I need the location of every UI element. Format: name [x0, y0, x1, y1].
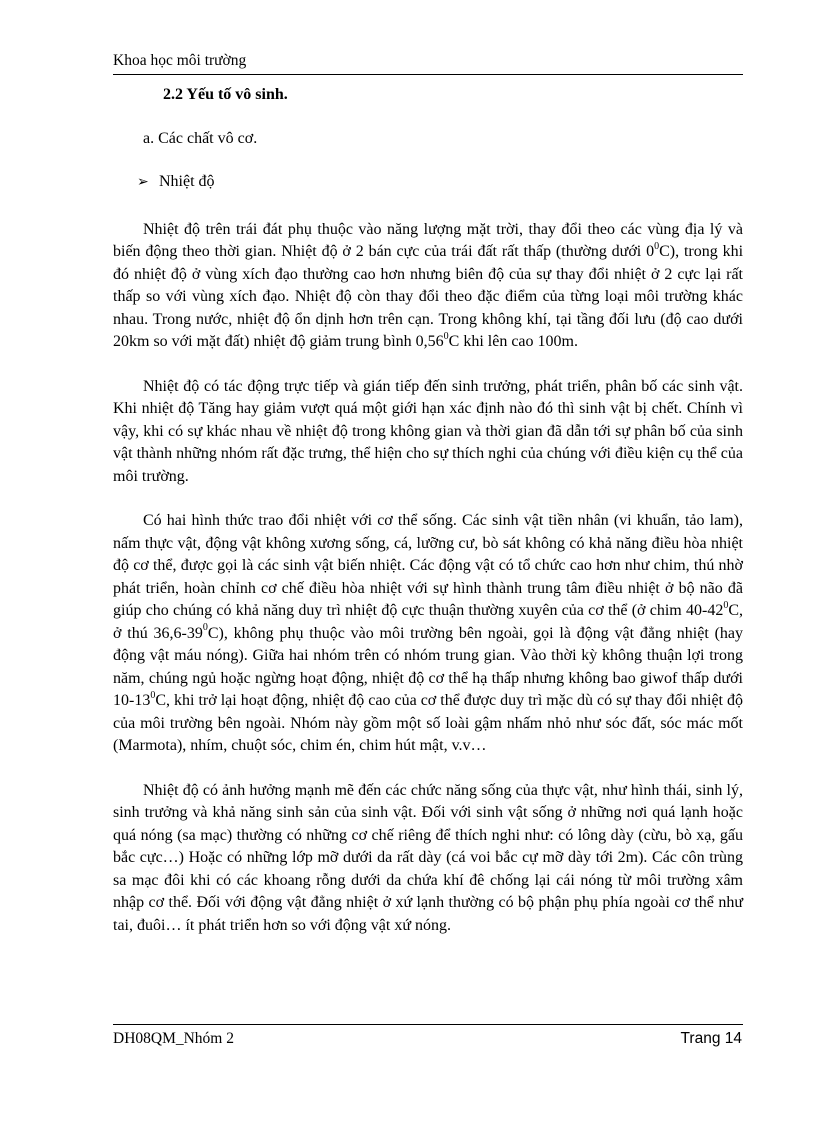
paragraph-3-text-d: C, khi trở lại hoạt động, nhiệt độ cao của cơ thể được duy trì mặc dù có sự thay đổi nhiệt độ của môi trường bên ngoài. Nhóm này gồm một số loài gậm nhấm nhỏ như sóc đất, sóc mác mốt (Marmota), nhím, chuột sóc, chim én, chim hút mật, v.v…: [113, 692, 743, 754]
page-number: Trang 14: [680, 1030, 742, 1047]
subsection-title: a. Các chất vô cơ.: [143, 129, 258, 147]
bullet-heading: [137, 171, 743, 195]
paragraph-1-text-c: C khi lên cao 100m.: [448, 333, 578, 350]
paragraph-3: [113, 510, 743, 758]
superscript: 0: [202, 622, 208, 634]
superscript: 0: [654, 240, 660, 252]
page-body: [113, 84, 743, 937]
page-header: Khoa học môi trường: [113, 52, 247, 69]
paragraph-2: Nhiệt độ có tác động trực tiếp và gián tiếp đến sinh trưởng, phát triển, phân bố các sinh vật. Khi nhiệt độ Tăng hay giảm vượt quá một giới hạn xác định nào đó thì sinh vật bị chết. Chính vì vậy, khi có sự khác nhau về nhiệt độ trong không gian và thời gian đã dẫn tới sự phân bố của sinh vật thành những nhóm rất đặc trưng, thể hiện cho sự thích nghi của chúng với điều kiện cụ thể của môi trường.: [113, 377, 743, 485]
paragraph-1: [113, 219, 743, 354]
paragraph-1-text-a: Nhiệt độ trên trái đát phụ thuộc vào năng lượng mặt trời, thay đổi theo các vùng địa lý và biến động theo thời gian. Nhiệt độ ở 2 bán cực của trái đất rất thấp (thường dưới 0: [113, 220, 743, 260]
paragraph-4: Nhiệt độ có ảnh hưởng mạnh mẽ đến các chức năng sống của thực vật, như hình thái, sinh lý, sinh trưởng và khả năng sinh sản của sinh vật. Đối với sinh vật sống ở những nơi quá lạnh hoặc quá nóng (sa mạc) thường có những cơ chế riêng để thích nghi như: có lông dày (cừu, bò xạ, gấu bắc cực…) Hoặc có những lớp mỡ dưới da rất dày (cá voi bắc cự mỡ dày tới 2m). Các côn trùng sa mạc đôi khi có các khoang rỗng dưới da chứa khí đê chống lại cái nóng từ môi trường xâm nhập cơ thể. Đối với động vật đẳng nhiệt ở xứ lạnh thường có bộ phận phụ phía ngoài cơ thể như tai, đuôi… ít phát triển hơn so với động vật xứ nóng.: [113, 781, 743, 934]
bullet-label: Nhiệt độ: [159, 173, 215, 190]
arrow-bullet-icon: ➢: [137, 175, 149, 190]
paragraph-3-text-a: Có hai hình thức trao đổi nhiệt với cơ thể sống. Các sinh vật tiền nhân (vi khuẩn, tảo lam), nấm thực vật, động vật không xương sống, cá, lưỡng cư, bò sát không có khả năng điều hòa nhiệt độ cơ thể, được gọi là các sinh vật biến nhiệt. Các động vật có tổ chức cao hơn như chim, thú nhờ phát triển, hoàn chỉnh cơ chế điều hòa nhiệt với sự hình thành trung tâm điều nhiệt ở bộ não đã giúp cho chúng có khả năng duy trì nhiệt độ cực thuận thường xuyên của cơ thể (ở chim 40-42: [113, 512, 743, 619]
header-divider: [113, 74, 743, 75]
superscript: 0: [443, 330, 449, 342]
paragraph-3-text-b: C, ở thú 36,6-39: [113, 602, 743, 642]
footer-group-label: DH08QM_Nhóm 2: [113, 1030, 234, 1047]
superscript: 0: [150, 689, 156, 701]
paragraph-3-text-c: C), không phụ thuộc vào môi trường bên ngoài, gọi là động vật đẳng nhiệt (hay động vật máu nóng). Giữa hai nhóm trên có nhóm trung gian. Vào thời kỳ không thuận lợi trong năm, chúng ngủ hoặc ngừng hoạt động, nhiệt độ cơ thể hạ thấp nhưng không bao giwof thấp dưới 10-13: [113, 624, 744, 709]
paragraph-1-text-b: C), trong khi đó nhiệt độ ở vùng xích đạo thường cao hơn nhưng biên độ của sự thay đổi nhiệt ở 2 cực lại rất thấp so với vùng xích đạo. Nhiệt độ còn thay đổi theo đặc điểm của từng loại môi trường khác nhau. Trong nước, nhiệt độ ổn dịnh hơn trên cạn. Trong không khí, tại tầng đối lưu (độ cao dưới 20km so với mặt đất) nhiệt độ giảm trung bình 0,56: [113, 243, 744, 350]
superscript: 0: [723, 599, 729, 611]
section-title: 2.2 Yếu tố vô sinh.: [163, 86, 288, 103]
footer-divider: [113, 1024, 743, 1025]
